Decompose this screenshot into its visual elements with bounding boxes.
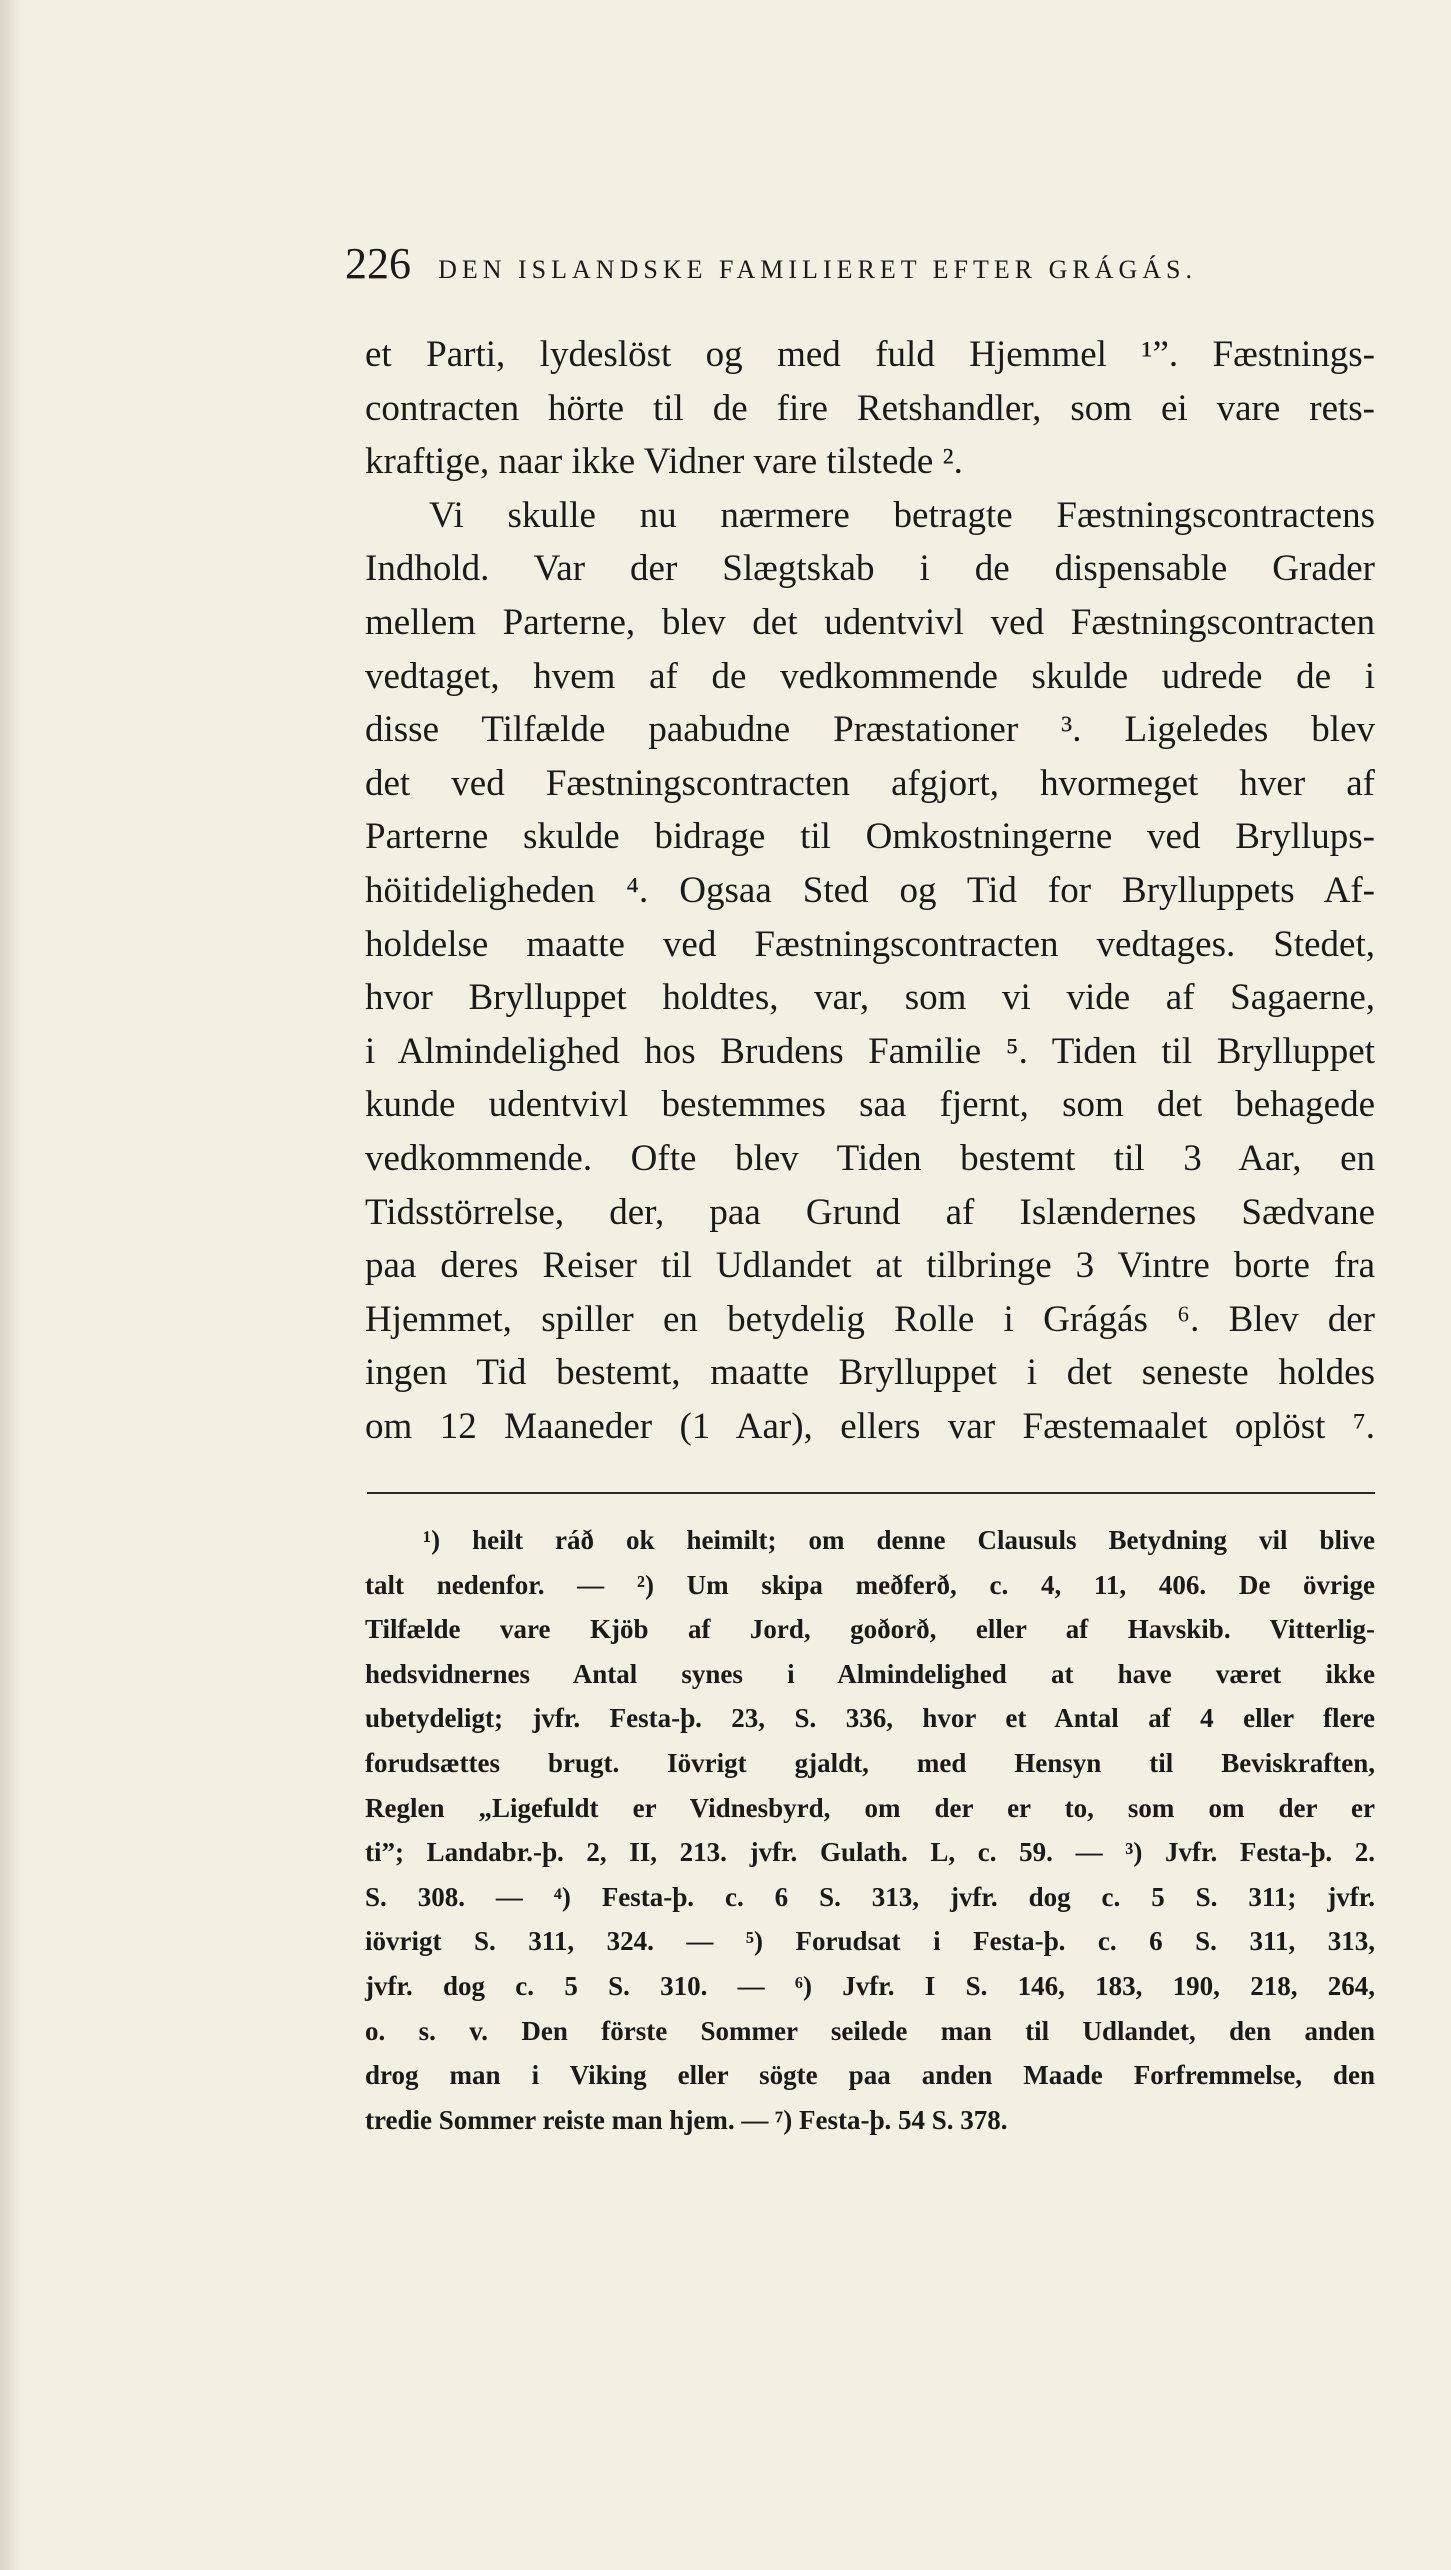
text-line: höitideligheden ⁴. Ogsaa Sted og Tid for Brylluppets Af-: [365, 869, 1375, 911]
footnote-line: jvfr. dog c. 5 S. 310. — ⁶) Jvfr. I S. 146, 183, 190, 218, 264,: [365, 1970, 1375, 2001]
footnote-line: iövrigt S. 311, 324. — ⁵) Forudsat i Festa-þ. c. 6 S. 311, 313,: [365, 1926, 1375, 1957]
text-line: Indhold. Var der Slægtskab i de dispensable Grader: [365, 548, 1375, 590]
text-line: vedtaget, hvem af de vedkommende skulde udrede de i: [365, 655, 1375, 697]
text-line: Parterne skulde bidrage til Omkostningerne ved Bryllups-: [365, 816, 1375, 858]
text-line: Hjemmet, spiller en betydelig Rolle i Grágás ⁶. Blev der: [365, 1298, 1375, 1340]
text-line: Tidsstörrelse, der, paa Grund af Islændernes Sædvane: [365, 1191, 1375, 1233]
footnote-line: ubetydeligt; jvfr. Festa-þ. 23, S. 336, hvor et Antal af 4 eller flere: [365, 1703, 1375, 1734]
running-title: DEN ISLANDSKE FAMILIERET EFTER GRÁGÁS.: [438, 255, 1197, 284]
footnote-line: Reglen „Ligefuldt er Vidnesbyrd, om der er to, som om der er: [365, 1792, 1375, 1823]
text-line: Vi skulle nu nærmere betragte Fæstningscontractens: [429, 494, 1375, 536]
text-line: paa deres Reiser til Udlandet at tilbringe 3 Vintre borte fra: [365, 1245, 1375, 1287]
running-head: [345, 238, 1245, 298]
text-line: et Parti, lydeslöst og med fuld Hjemmel ¹”. Fæstnings-: [365, 334, 1375, 375]
footnote-line: ¹) heilt ráð ok heimilt; om denne Clausuls Betydning vil blive: [423, 1525, 1375, 1555]
footnote-line: forudsættes brugt. Iövrigt gjaldt, med Hensyn til Beviskraften,: [365, 1747, 1375, 1778]
text-line: om 12 Maaneder (1 Aar), ellers var Fæstemaalet oplöst ⁷.: [365, 1405, 1375, 1447]
text-line: holdelse maatte ved Fæstningscontracten vedtages. Stedet,: [365, 923, 1375, 965]
footnote-line: tredie Sommer reiste man hjem. — ⁷) Festa-þ. 54 S. 378.: [365, 2104, 1008, 2135]
footnote-line: o. s. v. Den förste Sommer seilede man til Udlandet, den anden: [365, 2015, 1375, 2046]
footnote-line: drog man i Viking eller sögte paa anden Maade Forfremmelse, den: [365, 2060, 1375, 2091]
text-line: vedkommende. Ofte blev Tiden bestemt til 3 Aar, en: [365, 1137, 1375, 1179]
footnote-line: ti”; Landabr.-þ. 2, II, 213. jvfr. Gulath. L, c. 59. — ³) Jvfr. Festa-þ. 2.: [365, 1837, 1375, 1868]
page-number: 226: [345, 239, 411, 288]
text-line: disse Tilfælde paabudne Præstationer ³. Ligeledes blev: [365, 709, 1375, 751]
footnote-line: hedsvidnernes Antal synes i Almindelighed at have været ikke: [365, 1658, 1375, 1689]
body-text: [365, 328, 1375, 1453]
text-line: kraftige, naar ikke Vidner vare tilstede ².: [365, 441, 963, 483]
footnote-line: talt nedenfor. — ²) Um skipa meðferð, c. 4, 11, 406. De övrige: [365, 1569, 1375, 1600]
text-line: i Almindelighed hos Brudens Familie ⁵. Tiden til Brylluppet: [365, 1030, 1375, 1072]
text-line: det ved Fæstningscontracten afgjort, hvormeget hver af: [365, 762, 1375, 804]
text-line: contracten hörte til de fire Retshandler, som ei vare rets-: [365, 387, 1375, 429]
text-line: kunde udentvivl bestemmes saa fjernt, som det behagede: [365, 1084, 1375, 1126]
footnotes: [365, 1518, 1375, 2142]
footnote-line: S. 308. — ⁴) Festa-þ. c. 6 S. 313, jvfr. dog c. 5 S. 311; jvfr.: [365, 1881, 1375, 1912]
footnote-line: Tilfælde vare Kjöb af Jord, goðorð, eller af Havskib. Vitterlig-: [365, 1614, 1375, 1645]
text-line: mellem Parterne, blev det udentvivl ved Fæstningscontracten: [365, 601, 1375, 643]
text-line: ingen Tid bestemt, maatte Brylluppet i det seneste holdes: [365, 1352, 1375, 1394]
text-line: hvor Brylluppet holdtes, var, som vi vide af Sagaerne,: [365, 977, 1375, 1019]
footnote-rule: [367, 1492, 1375, 1494]
